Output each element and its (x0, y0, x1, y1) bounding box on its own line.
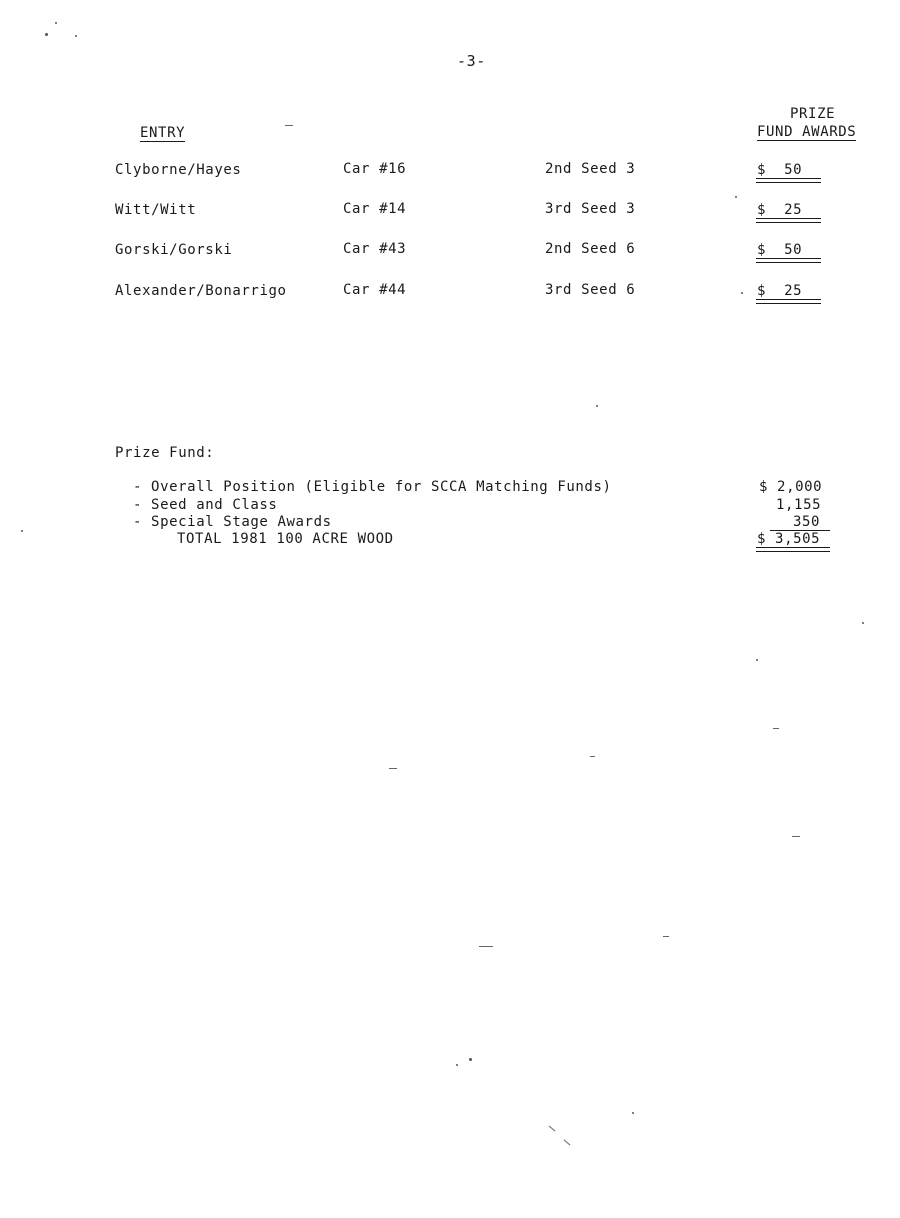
prize-fund-total-label: TOTAL 1981 100 ACRE WOOD (177, 531, 394, 547)
speck (75, 35, 77, 37)
award-double-underline (756, 299, 821, 304)
total-double-underline (756, 547, 830, 552)
entry-name: Witt/Witt (115, 202, 197, 218)
award-double-underline (756, 178, 821, 183)
speck (55, 22, 57, 24)
prize-fund-title: Prize Fund: (115, 445, 215, 461)
award-double-underline (756, 258, 821, 263)
prize-header-line1: PRIZE (790, 106, 836, 122)
entry-seed: 2nd Seed 6 (545, 241, 636, 257)
prize-fund-item: - Overall Position (Eligible for SCCA Matching Funds) (133, 479, 612, 495)
speck (632, 1112, 634, 1114)
speck (549, 1126, 556, 1132)
entry-name: Gorski/Gorski (115, 242, 233, 258)
entry-car: Car #43 (343, 241, 407, 257)
speck (469, 1058, 472, 1061)
speck (389, 768, 397, 769)
prize-header-line2: FUND AWARDS (757, 124, 857, 140)
speck (663, 936, 669, 937)
speck (735, 196, 737, 198)
speck (285, 125, 293, 126)
entry-car: Car #16 (343, 161, 407, 177)
speck (741, 292, 743, 294)
page-number: -3- (457, 52, 486, 70)
speck (479, 946, 493, 947)
prize-fund-item: - Seed and Class (133, 497, 278, 513)
speck (773, 728, 779, 729)
speck (590, 756, 595, 757)
entry-award: $ 25 (757, 202, 803, 218)
entry-car: Car #44 (343, 282, 407, 298)
prize-fund-amount: $ 2,000 (759, 479, 823, 495)
prize-fund-total-amount: $ 3,505 (757, 531, 821, 547)
entry-name: Clyborne/Hayes (115, 162, 242, 178)
entry-seed: 3rd Seed 3 (545, 201, 636, 217)
entry-car: Car #14 (343, 201, 407, 217)
entry-name: Alexander/Bonarrigo (115, 283, 287, 299)
speck (792, 836, 800, 837)
entry-seed: 3rd Seed 6 (545, 282, 636, 298)
speck (21, 530, 23, 532)
entry-award: $ 50 (757, 242, 803, 258)
prize-fund-amount: 1,155 (776, 497, 822, 513)
entry-header: ENTRY (140, 125, 186, 141)
prize-fund-item: - Special Stage Awards (133, 514, 332, 530)
entry-award: $ 25 (757, 283, 803, 299)
entry-seed: 2nd Seed 3 (545, 161, 636, 177)
speck (456, 1064, 458, 1066)
speck (756, 659, 758, 661)
prize-fund-amount: 350 (793, 514, 821, 530)
speck (45, 33, 48, 36)
speck (564, 1140, 571, 1146)
award-double-underline (756, 218, 821, 223)
speck (862, 622, 864, 624)
speck (596, 405, 598, 407)
entry-award: $ 50 (757, 162, 803, 178)
